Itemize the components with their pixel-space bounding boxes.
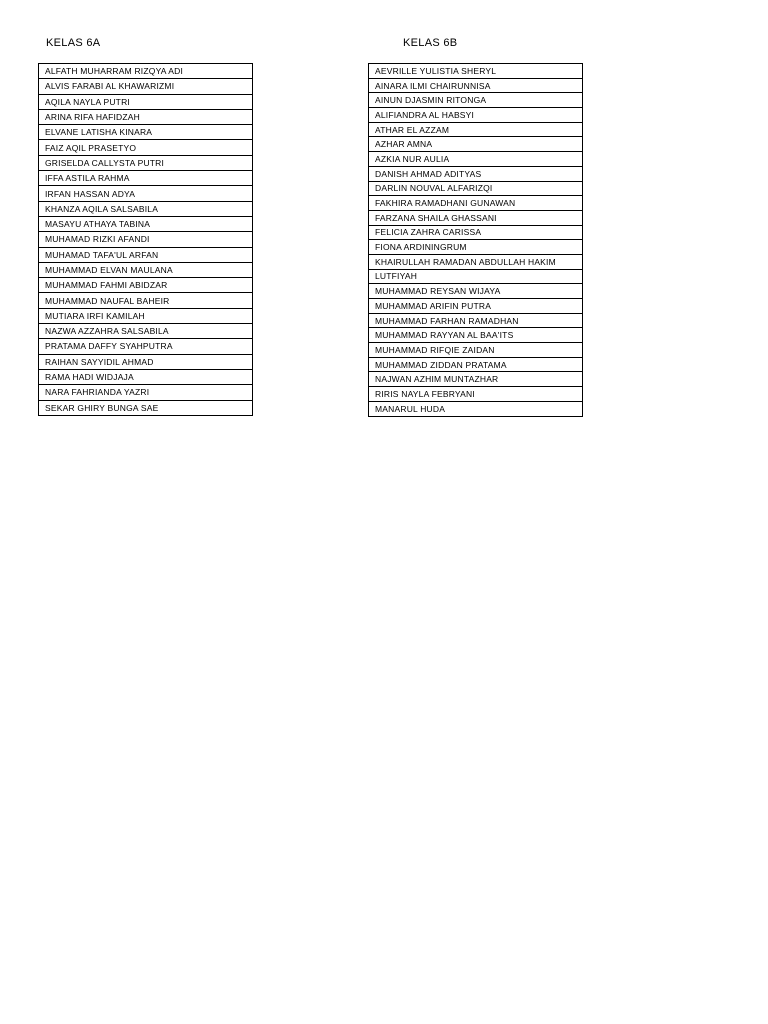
- student-name-cell: ALVIS FARABI AL KHAWARIZMI: [39, 79, 253, 94]
- student-name-cell: ATHAR EL AZZAM: [369, 122, 583, 137]
- student-name-cell: ELVANE LATISHA KINARA: [39, 125, 253, 140]
- table-row: [39, 247, 253, 262]
- student-name-cell: ALFATH MUHARRAM RIZQYA ADI: [39, 64, 253, 79]
- table-row: [369, 313, 583, 328]
- table-row: [369, 387, 583, 402]
- class-6b-student-table: [368, 63, 583, 417]
- table-row: [39, 354, 253, 369]
- student-name-cell: MUHAMMAD ARIFIN PUTRA: [369, 299, 583, 314]
- class-6a-student-list: [39, 64, 253, 416]
- table-row: [369, 240, 583, 255]
- table-row: [369, 181, 583, 196]
- student-name-cell: IRFAN HASSAN ADYA: [39, 186, 253, 201]
- table-row: [39, 232, 253, 247]
- table-row: [39, 385, 253, 400]
- student-name-cell: GRISELDA CALLYSTA PUTRI: [39, 155, 253, 170]
- student-name-cell: RIRIS NAYLA FEBRYANI: [369, 387, 583, 402]
- student-name-cell: AEVRILLE YULISTIA SHERYL: [369, 64, 583, 79]
- class-6a-title: KELAS 6A: [46, 37, 101, 49]
- table-row: [39, 400, 253, 415]
- student-name-cell: MUHAMMAD ELVAN MAULANA: [39, 262, 253, 277]
- student-name-cell: PRATAMA DAFFY SYAHPUTRA: [39, 339, 253, 354]
- student-name-cell: MANARUL HUDA: [369, 401, 583, 416]
- table-row: [369, 122, 583, 137]
- table-row: [39, 109, 253, 124]
- class-6a-student-table: [38, 63, 253, 416]
- student-name-cell: LUTFIYAH: [369, 269, 583, 284]
- table-row: [369, 343, 583, 358]
- table-row: [369, 357, 583, 372]
- student-name-cell: RAIHAN SAYYIDIL AHMAD: [39, 354, 253, 369]
- student-name-cell: AINARA ILMI CHAIRUNNISA: [369, 78, 583, 93]
- table-row: [369, 210, 583, 225]
- table-row: [39, 339, 253, 354]
- student-name-cell: KHAIRULLAH RAMADAN ABDULLAH HAKIM: [369, 254, 583, 269]
- table-row: [39, 369, 253, 384]
- table-row: [39, 64, 253, 79]
- student-name-cell: IFFA ASTILA RAHMA: [39, 171, 253, 186]
- student-name-cell: SEKAR GHIRY BUNGA SAE: [39, 400, 253, 415]
- student-name-cell: FIONA ARDININGRUM: [369, 240, 583, 255]
- table-row: [369, 93, 583, 108]
- table-row: [369, 196, 583, 211]
- student-name-cell: MUHAMMAD REYSAN WIJAYA: [369, 284, 583, 299]
- student-name-cell: AINUN DJASMIN RITONGA: [369, 93, 583, 108]
- student-name-cell: MASAYU ATHAYA TABINA: [39, 216, 253, 231]
- student-name-cell: MUHAMMAD RIFQIE ZAIDAN: [369, 343, 583, 358]
- student-name-cell: MUHAMMAD FARHAN RAMADHAN: [369, 313, 583, 328]
- table-row: [369, 166, 583, 181]
- student-name-cell: FAIZ AQIL PRASETYO: [39, 140, 253, 155]
- table-row: [39, 171, 253, 186]
- table-row: [369, 137, 583, 152]
- student-name-cell: MUHAMAD RIZKI AFANDI: [39, 232, 253, 247]
- table-row: [39, 94, 253, 109]
- table-row: [39, 79, 253, 94]
- table-row: [369, 299, 583, 314]
- student-name-cell: AZKIA NUR AULIA: [369, 152, 583, 167]
- student-name-cell: MUHAMMAD NAUFAL BAHEIR: [39, 293, 253, 308]
- student-name-cell: MUTIARA IRFI KAMILAH: [39, 308, 253, 323]
- student-name-cell: NAZWA AZZAHRA SALSABILA: [39, 324, 253, 339]
- table-row: [39, 324, 253, 339]
- student-name-cell: MUHAMMAD FAHMI ABIDZAR: [39, 278, 253, 293]
- table-row: [39, 186, 253, 201]
- student-name-cell: ARINA RIFA HAFIDZAH: [39, 109, 253, 124]
- table-row: [39, 278, 253, 293]
- student-name-cell: DARLIN NOUVAL ALFARIZQI: [369, 181, 583, 196]
- table-row: [369, 108, 583, 123]
- class-6b-title: KELAS 6B: [403, 37, 458, 49]
- student-name-cell: MUHAMAD TAFA'UL ARFAN: [39, 247, 253, 262]
- table-row: [39, 293, 253, 308]
- table-row: [39, 262, 253, 277]
- table-row: [39, 125, 253, 140]
- table-row: [39, 216, 253, 231]
- student-name-cell: ALIFIANDRA AL HABSYI: [369, 108, 583, 123]
- student-name-cell: NARA FAHRIANDA YAZRI: [39, 385, 253, 400]
- table-row: [369, 401, 583, 416]
- student-name-cell: AZHAR AMNA: [369, 137, 583, 152]
- class-6b-student-list: [369, 64, 583, 417]
- table-row: [39, 155, 253, 170]
- table-row: [369, 152, 583, 167]
- table-row: [39, 201, 253, 216]
- student-name-cell: FELICIA ZAHRA CARISSA: [369, 225, 583, 240]
- table-row: [369, 284, 583, 299]
- student-name-cell: MUHAMMAD RAYYAN AL BAA'ITS: [369, 328, 583, 343]
- table-row: [39, 140, 253, 155]
- table-row: [39, 308, 253, 323]
- student-name-cell: NAJWAN AZHIM MUNTAZHAR: [369, 372, 583, 387]
- student-name-cell: AQILA NAYLA PUTRI: [39, 94, 253, 109]
- table-row: [369, 372, 583, 387]
- table-row: [369, 328, 583, 343]
- table-row: [369, 225, 583, 240]
- student-name-cell: FAKHIRA RAMADHANI GUNAWAN: [369, 196, 583, 211]
- table-row: [369, 269, 583, 284]
- table-row: [369, 78, 583, 93]
- student-name-cell: MUHAMMAD ZIDDAN PRATAMA: [369, 357, 583, 372]
- student-name-cell: RAMA HADI WIDJAJA: [39, 369, 253, 384]
- student-name-cell: DANISH AHMAD ADITYAS: [369, 166, 583, 181]
- table-row: [369, 254, 583, 269]
- student-name-cell: KHANZA AQILA SALSABILA: [39, 201, 253, 216]
- table-row: [369, 64, 583, 79]
- student-name-cell: FARZANA SHAILA GHASSANI: [369, 210, 583, 225]
